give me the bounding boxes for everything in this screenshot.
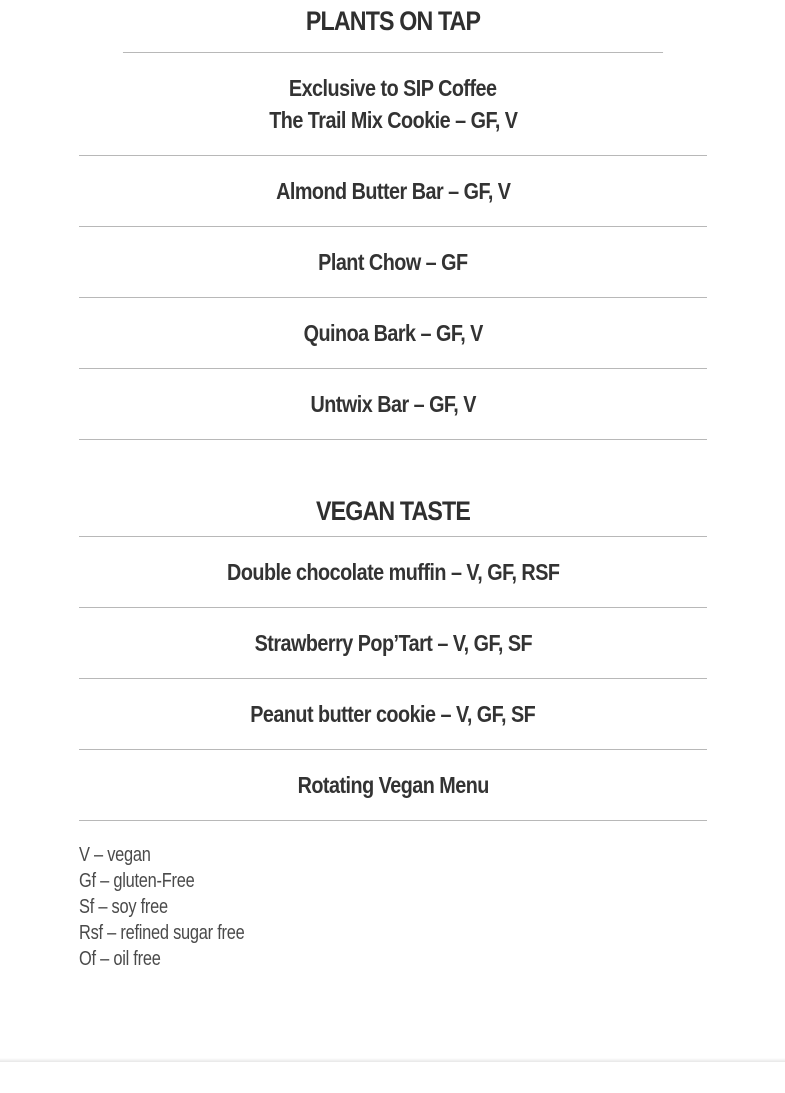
menu-item-almond-butter-bar [79, 156, 707, 227]
menu-item-strawberry-poptart [79, 608, 707, 679]
menu-item-label: Quinoa Bark – GF, V [303, 320, 483, 346]
menu-item-quinoa-bark [79, 298, 707, 369]
footer-area [0, 1062, 785, 1093]
legend-entry-refined-sugar-free: Rsf – refined sugar free [79, 922, 245, 944]
menu-item-plant-chow [79, 227, 707, 298]
section-title-plants-on-tap: PLANTS ON TAP [123, 0, 663, 53]
menu-item-double-chocolate-muffin [79, 537, 707, 608]
menu-item-label: Almond Butter Bar – GF, V [275, 178, 511, 204]
menu-item-untwix-bar [79, 369, 707, 440]
legend-entry-soy-free: Sf – soy free [79, 896, 168, 918]
menu-item-label: Plant Chow – GF [318, 249, 468, 275]
menu-item-trail-mix-cookie [79, 53, 707, 156]
menu-item-label: The Trail Mix Cookie – GF, V [268, 107, 518, 133]
menu-item-label: Strawberry Pop’Tart – V, GF, SF [254, 630, 532, 656]
menu-content [79, 0, 707, 972]
legend-entry-oil-free: Of – oil free [79, 948, 161, 970]
menu-item-note: Exclusive to SIP Coffee [289, 75, 497, 101]
menu-item-rotating-vegan-menu [79, 750, 707, 821]
menu-item-label: Rotating Vegan Menu [297, 772, 489, 798]
section-title-vegan-taste: VEGAN TASTE [316, 496, 470, 526]
legend-entry-vegan: V – vegan [79, 844, 151, 866]
dietary-legend [79, 842, 707, 972]
menu-item-label: Untwix Bar – GF, V [310, 391, 476, 417]
menu-item-label: Double chocolate muffin – V, GF, RSF [226, 559, 560, 585]
legend-entry-gluten-free: Gf – gluten-Free [79, 870, 195, 892]
menu-item-label: Peanut butter cookie – V, GF, SF [250, 701, 536, 727]
menu-item-peanut-butter-cookie [79, 679, 707, 750]
